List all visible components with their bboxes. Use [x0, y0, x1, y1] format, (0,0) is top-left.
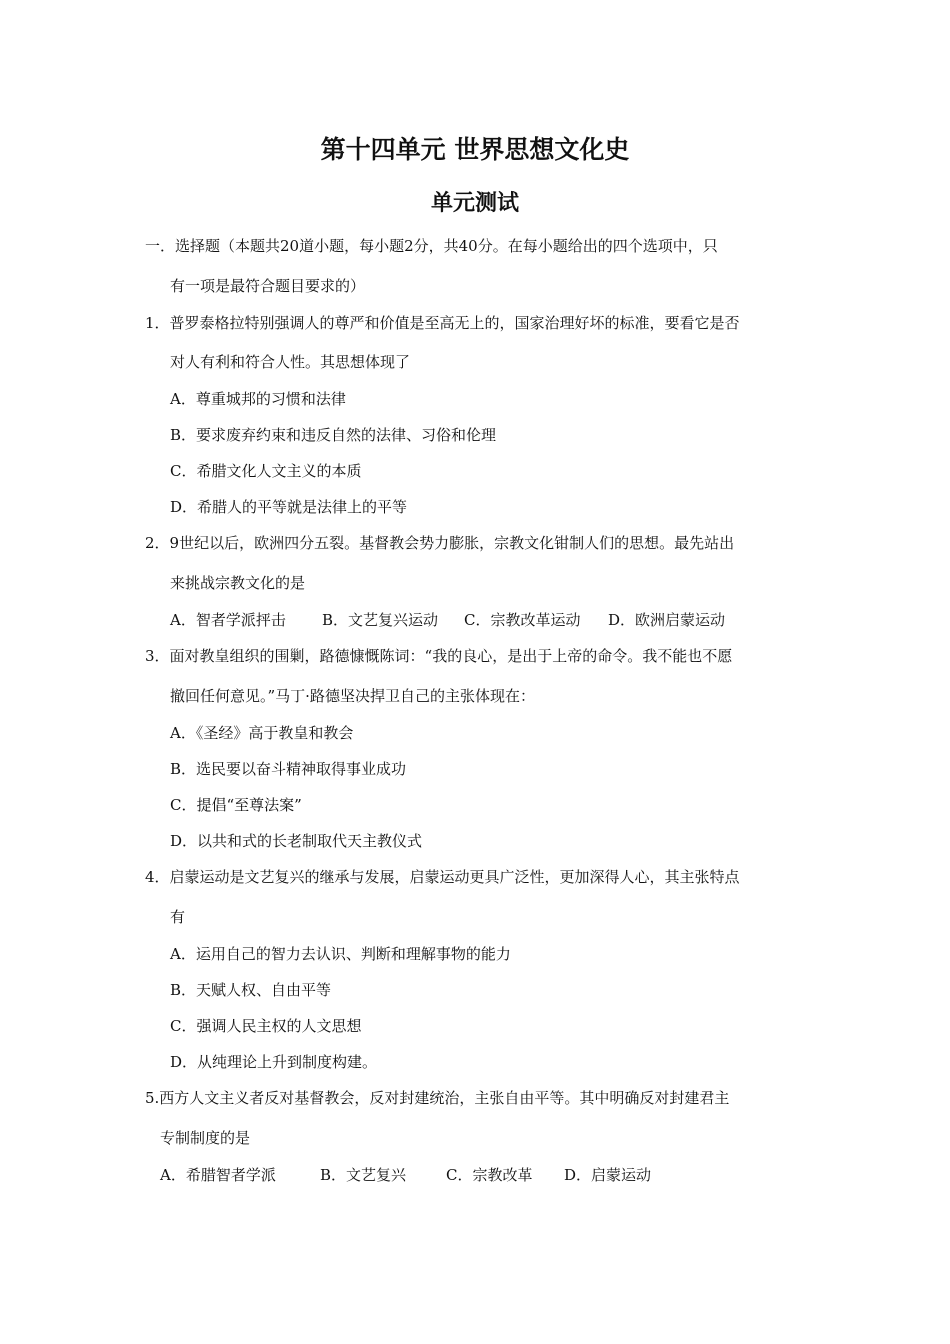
question-3-option-a: A．《圣经》高于教皇和教会	[170, 724, 354, 742]
question-4-option-c: C．强调人民主权的人文思想	[170, 1017, 362, 1035]
question-1-option-b: B．要求废弃约束和违反自然的法律、习俗和伦理	[170, 426, 497, 444]
question-4-option-a: A．运用自己的智力去认识、判断和理解事物的能力	[170, 945, 511, 963]
question-5-stem-cont: 专制制度的是	[160, 1129, 251, 1147]
question-4-option-b: B．天赋人权、自由平等	[170, 981, 332, 999]
question-2-stem-cont: 来挑战宗教文化的是	[170, 574, 306, 592]
question-5-option-b: B．文艺复兴	[320, 1166, 407, 1184]
question-5-option-d: D．启蒙运动	[564, 1166, 652, 1184]
section-heading: 一．选择题（本题共20道小题，每小题2分，共40分。在每小题给出的四个选项中，只	[145, 237, 718, 255]
question-3-stem-cont: 撤回任何意见。”马丁·路德坚决捍卫自己的主张体现在：	[170, 687, 535, 705]
question-4-stem-cont: 有	[170, 908, 186, 926]
question-2-option-d: D．欧洲启蒙运动	[608, 611, 726, 629]
question-3-option-d: D．以共和式的长老制取代天主教仪式	[170, 832, 423, 850]
question-3-option-b: B．选民要以奋斗精神取得事业成功	[170, 760, 407, 778]
question-5-option-a: A．希腊智者学派	[160, 1166, 276, 1184]
section-heading-cont: 有一项是最符合题目要求的）	[170, 277, 366, 295]
question-4-stem: 4．启蒙运动是文艺复兴的继承与发展，启蒙运动更具广泛性，更加深得人心，其主张特点	[145, 868, 740, 886]
question-5-options	[160, 1165, 651, 1185]
question-1-stem: 1．普罗泰格拉特别强调人的尊严和价值是至高无上的，国家治理好坏的标准，要看它是否	[145, 314, 740, 332]
question-5-stem: 5.西方人文主义者反对基督教会，反对封建统治，主张自由平等。其中明确反对封建君主	[145, 1089, 730, 1107]
question-2-option-b: B．文艺复兴运动	[322, 611, 439, 629]
question-2-options	[170, 610, 725, 630]
question-3-option-c: C．提倡“至尊法案”	[170, 796, 302, 814]
question-2-stem: 2．9世纪以后，欧洲四分五裂。基督教会势力膨胀，宗教文化钳制人们的思想。最先站出	[145, 534, 735, 552]
page-title: 第十四单元 世界思想文化史	[320, 135, 630, 164]
question-1-stem-cont: 对人有利和符合人性。其思想体现了	[170, 353, 411, 371]
question-2-option-c: C．宗教改革运动	[464, 611, 581, 629]
question-1-option-a: A．尊重城邦的习惯和法律	[170, 390, 346, 408]
question-1-option-d: D．希腊人的平等就是法律上的平等	[170, 498, 408, 516]
question-3-stem: 3．面对教皇组织的围剿，路德慷慨陈词：“我的良心，是出于上帝的命令。我不能也不愿	[145, 647, 733, 665]
question-4-option-d: D．从纯理论上升到制度构建。	[170, 1053, 378, 1071]
page-subtitle: 单元测试	[430, 191, 519, 216]
question-5-option-c: C．宗教改革	[446, 1166, 533, 1184]
question-2-option-a: A．智者学派抨击	[170, 611, 286, 629]
question-1-option-c: C．希腊文化人文主义的本质	[170, 462, 362, 480]
